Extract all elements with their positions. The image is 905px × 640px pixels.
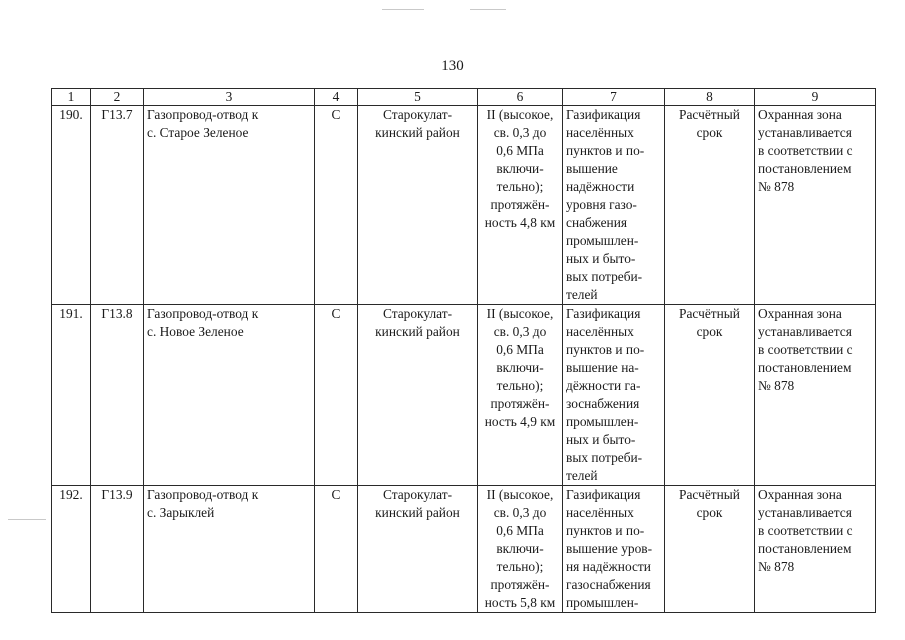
column-number: 6 [478, 89, 563, 106]
row-number: 190. [52, 106, 91, 305]
column-number: 8 [665, 89, 755, 106]
page-number: 130 [441, 58, 464, 74]
object-category: С [315, 106, 358, 305]
scan-speck [8, 519, 46, 520]
district: Старокулат- кинский район [358, 106, 478, 305]
column-number-row [52, 89, 876, 106]
column-number: 5 [358, 89, 478, 106]
object-code: Г13.9 [91, 486, 144, 613]
row-number: 192. [52, 486, 91, 613]
column-number: 7 [563, 89, 665, 106]
registry-table [51, 88, 876, 613]
protection-zone-note: Охранная зона устанавливается в соответствии с постановлением № 878 [755, 486, 876, 613]
object-category: С [315, 486, 358, 613]
district: Старокулат- кинский район [358, 486, 478, 613]
object-name: Газопровод-отвод к с. Новое Зеленое [144, 305, 315, 486]
implementation-term: Расчётный срок [665, 106, 755, 305]
object-purpose: Газификация населённых пунктов и по- вышение уров- ня надёжности газоснабжения промышлен- [563, 486, 665, 613]
column-number: 3 [144, 89, 315, 106]
table-row [52, 486, 876, 613]
scan-speck [470, 9, 506, 10]
implementation-term: Расчётный срок [665, 486, 755, 613]
column-number: 2 [91, 89, 144, 106]
object-code: Г13.8 [91, 305, 144, 486]
column-number: 1 [52, 89, 91, 106]
implementation-term: Расчётный срок [665, 305, 755, 486]
column-number: 4 [315, 89, 358, 106]
object-category: С [315, 305, 358, 486]
protection-zone-note: Охранная зона устанавливается в соответствии с постановлением № 878 [755, 305, 876, 486]
table-row [52, 305, 876, 486]
column-number: 9 [755, 89, 876, 106]
object-code: Г13.7 [91, 106, 144, 305]
object-purpose: Газификация населённых пунктов и по- вышение на- дёжности га- зоснабжения промышлен- ных и быто- вых потреби- телей [563, 305, 665, 486]
object-parameters: II (высокое, св. 0,3 до 0,6 МПа включи- тельно); протяжён- ность 4,9 км [478, 305, 563, 486]
row-number: 191. [52, 305, 91, 486]
district: Старокулат- кинский район [358, 305, 478, 486]
object-name: Газопровод-отвод к с. Зарыклей [144, 486, 315, 613]
object-purpose: Газификация населённых пунктов и по- вышение надёжности уровня газо- снабжения промышлен- ных и быто- вых потреби- телей [563, 106, 665, 305]
table-row [52, 106, 876, 305]
object-parameters: II (высокое, св. 0,3 до 0,6 МПа включи- тельно); протяжён- ность 5,8 км [478, 486, 563, 613]
object-parameters: II (высокое, св. 0,3 до 0,6 МПа включи- тельно); протяжён- ность 4,8 км [478, 106, 563, 305]
object-name: Газопровод-отвод к с. Старое Зеленое [144, 106, 315, 305]
protection-zone-note: Охранная зона устанавливается в соответствии с постановлением № 878 [755, 106, 876, 305]
scan-speck [382, 9, 424, 10]
